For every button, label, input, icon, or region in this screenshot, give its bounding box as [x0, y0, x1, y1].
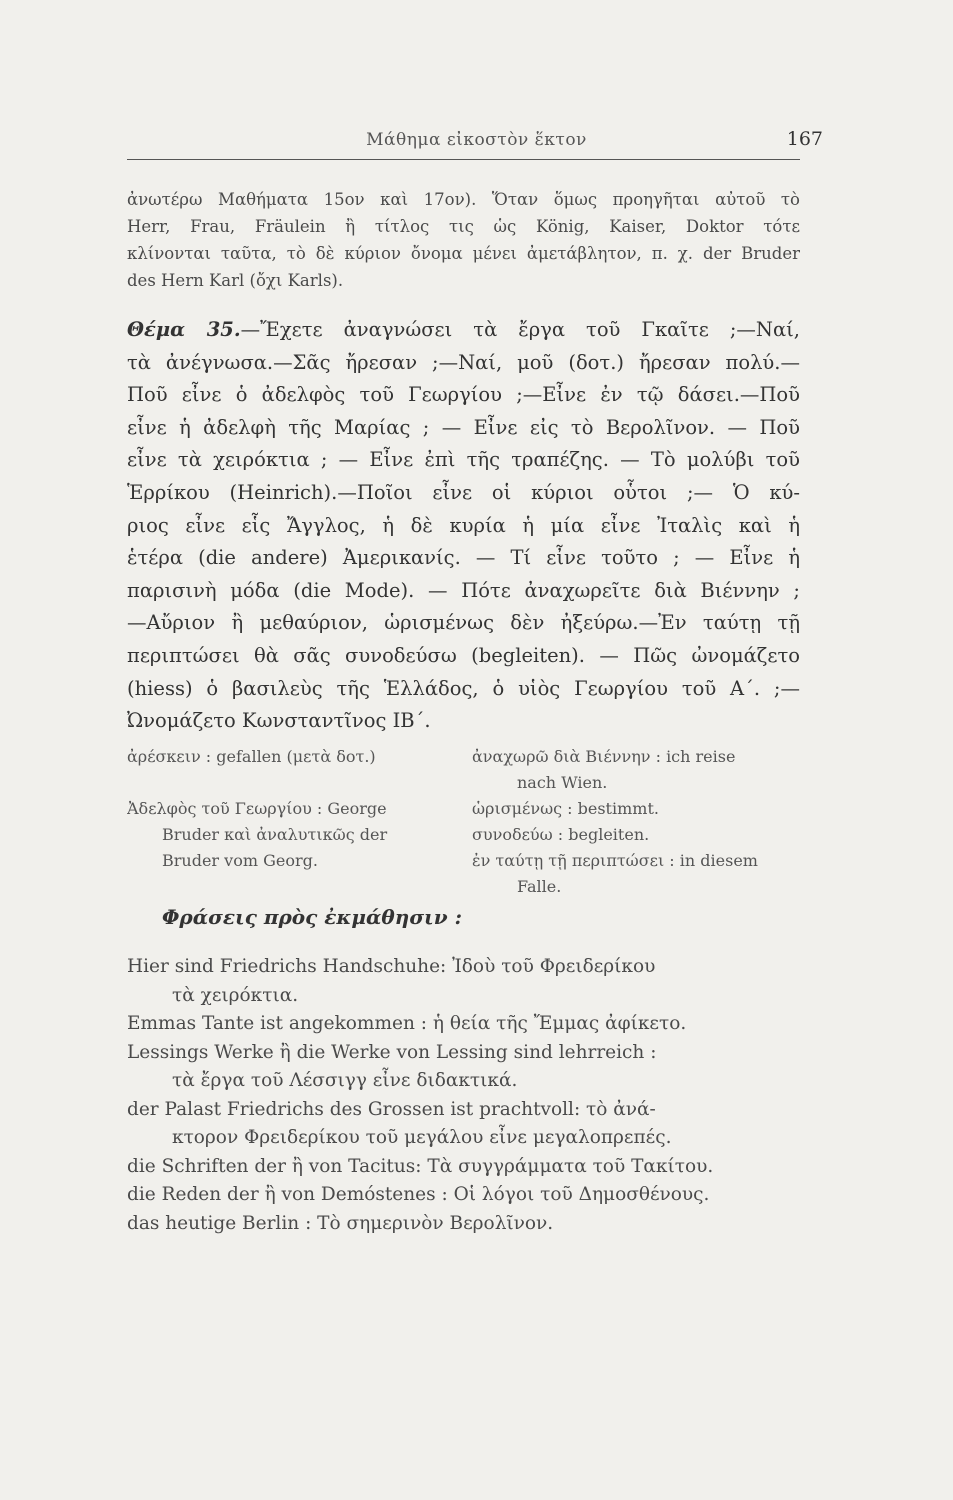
- text-line: [127, 314, 800, 347]
- vocabulary-right-column: [472, 744, 802, 900]
- vocab-entry: ἀρέσκειν : gefallen (μετὰ δοτ.): [127, 747, 376, 766]
- text-line: —Αὔριον ἢ μεθαύριον, ὡρισμένως δὲν ἠξεύρω.—Ἐν ταύτῃ τῇ: [127, 611, 800, 635]
- text-line: Ἑρρίκου (Heinrich).—Ποῖοι εἶνε οἱ κύριοι οὗτοι ;— Ὁ κύ-: [127, 480, 800, 504]
- text-line: εἶνε τὰ χειρόκτια ; — Εἶνε ἐπὶ τῆς τραπέζης. — Τὸ μολύβι τοῦ: [127, 448, 800, 472]
- text-line: Ποῦ εἶνε ὁ ἀδελφὸς τοῦ Γεωργίου ;—Εἶνε ἐν τῷ δάσει.—Ποῦ: [127, 383, 800, 407]
- phrase-line: die Schriften der ἢ von Tacitus: Τὰ συγγράμματα τοῦ Τακίτου.: [127, 1155, 714, 1177]
- text-line: περιπτώσει θὰ σᾶς συνοδεύσω (begleiten). — Πῶς ὠνομάζετο: [127, 643, 800, 667]
- vocab-entry: Falle.: [517, 877, 562, 896]
- phrase-line: τὰ ἔργα τοῦ Λέσσιγγ εἶνε διδακτικά.: [172, 1070, 518, 1091]
- text-line: ριος εἶνε εἷς Ἄγγλος, ἡ δὲ κυρία ἡ μία εἶνε Ἰταλὶς καὶ ἡ: [127, 513, 800, 537]
- text-line: ἑτέρα (die andere) Ἀμερικανίς. — Τί εἶνε τοῦτο ; — Εἶνε ἡ: [127, 546, 800, 570]
- phrase-line: die Reden der ἢ von Demóstenes : Οἱ λόγοι τοῦ Δημοσθένους.: [127, 1184, 710, 1205]
- vocab-entry: συνοδεύω : begleiten.: [472, 825, 650, 844]
- text-line: des Hern Karl (ὄχι Karls).: [127, 271, 344, 290]
- vocab-entry: ἀναχωρῶ διὰ Βιέννην : ich reise: [472, 747, 736, 766]
- phrase-line: Emmas Tante ist angekommen : ἡ θεία τῆς Ἔμμας ἀφίκετο.: [127, 1013, 687, 1034]
- vocab-spacer: [127, 770, 462, 796]
- phrase-line: τὰ χειρόκτια.: [172, 984, 299, 1006]
- intro-paragraph: [127, 186, 800, 294]
- vocab-entry: nach Wien.: [517, 773, 608, 792]
- header-rule: [127, 159, 800, 160]
- theme-label: Θέμα 35.: [127, 318, 241, 341]
- text-line: παρισινὴ μόδα (die Mode). — Πότε ἀναχωρεῖτε διὰ Βιέννην ;: [127, 578, 800, 602]
- theme-first-line: —Ἔχετε ἀναγνώσει τὰ ἔργα τοῦ Γκαῖτε ;—Ναί,: [240, 318, 800, 341]
- text-line: Herr, Frau, Fräulein ἢ τίτλος τις ὡς König, Kaiser, Doktor τότε: [127, 217, 800, 236]
- vocab-entry: ὡρισμένως : bestimmt.: [472, 799, 659, 818]
- text-line: κλίνονται ταῦτα, τὸ δὲ κύριον ὄνομα μένει ἀμετάβλητον, π. χ. der Bruder: [127, 244, 800, 263]
- page-number: 167: [786, 128, 823, 150]
- vocab-entry: Bruder καὶ ἀναλυτικῶς der: [162, 825, 388, 844]
- theme-exercise: [127, 314, 800, 738]
- vocabulary-left-column: [127, 744, 462, 874]
- text-line: τὰ ἀνέγνωσα.—Σᾶς ἤρεσαν ;—Ναί, μοῦ (δοτ.) ἤρεσαν πολύ.—: [127, 350, 800, 374]
- phrases-heading: Φράσεις πρὸς ἐκμάθησιν :: [162, 905, 462, 929]
- vocab-entry: Bruder vom Georg.: [162, 851, 318, 870]
- text-line: εἶνε ἡ ἀδελφὴ τῆς Μαρίας ; — Εἶνε εἰς τὸ Βερολῖνον. — Ποῦ: [127, 415, 800, 439]
- text-line: ἀνωτέρω Μαθήματα 15ον καὶ 17ον). Ὅταν ὅμως προηγῆται αὐτοῦ τὸ: [127, 190, 800, 209]
- phrase-line: Lessings Werke ἢ die Werke von Lessing sind lehrreich :: [127, 1041, 657, 1063]
- running-header: Μάθημα εἰκοστὸν ἕκτον: [366, 130, 587, 150]
- text-line: (hiess) ὁ βασιλεὺς τῆς Ἑλλάδος, ὁ υἱὸς Γεωργίου τοῦ Α΄. ;—: [127, 676, 800, 700]
- text-line: Ὠνομάζετο Κωνσταντῖνος ΙΒ΄.: [127, 709, 431, 733]
- phrase-line: das heutige Berlin : Τὸ σημερινὸν Βερολῖνον.: [127, 1212, 554, 1234]
- vocab-entry: Ἀδελφὸς τοῦ Γεωργίου : George: [127, 799, 387, 818]
- phrase-line: κτορον Φρειδερίκου τοῦ μεγάλου εἶνε μεγαλοπρεπές.: [172, 1127, 672, 1148]
- phrase-line: der Palast Friedrichs des Grossen ist prachtvoll: τὸ ἀνά-: [127, 1098, 656, 1120]
- phrases-list: [127, 953, 800, 1238]
- phrase-line: Hier sind Friedrichs Handschuhe: Ἰδοὺ τοῦ Φρειδερίκου: [127, 956, 656, 977]
- vocab-entry: ἐν ταύτῃ τῇ περιπτώσει : in diesem: [472, 851, 758, 870]
